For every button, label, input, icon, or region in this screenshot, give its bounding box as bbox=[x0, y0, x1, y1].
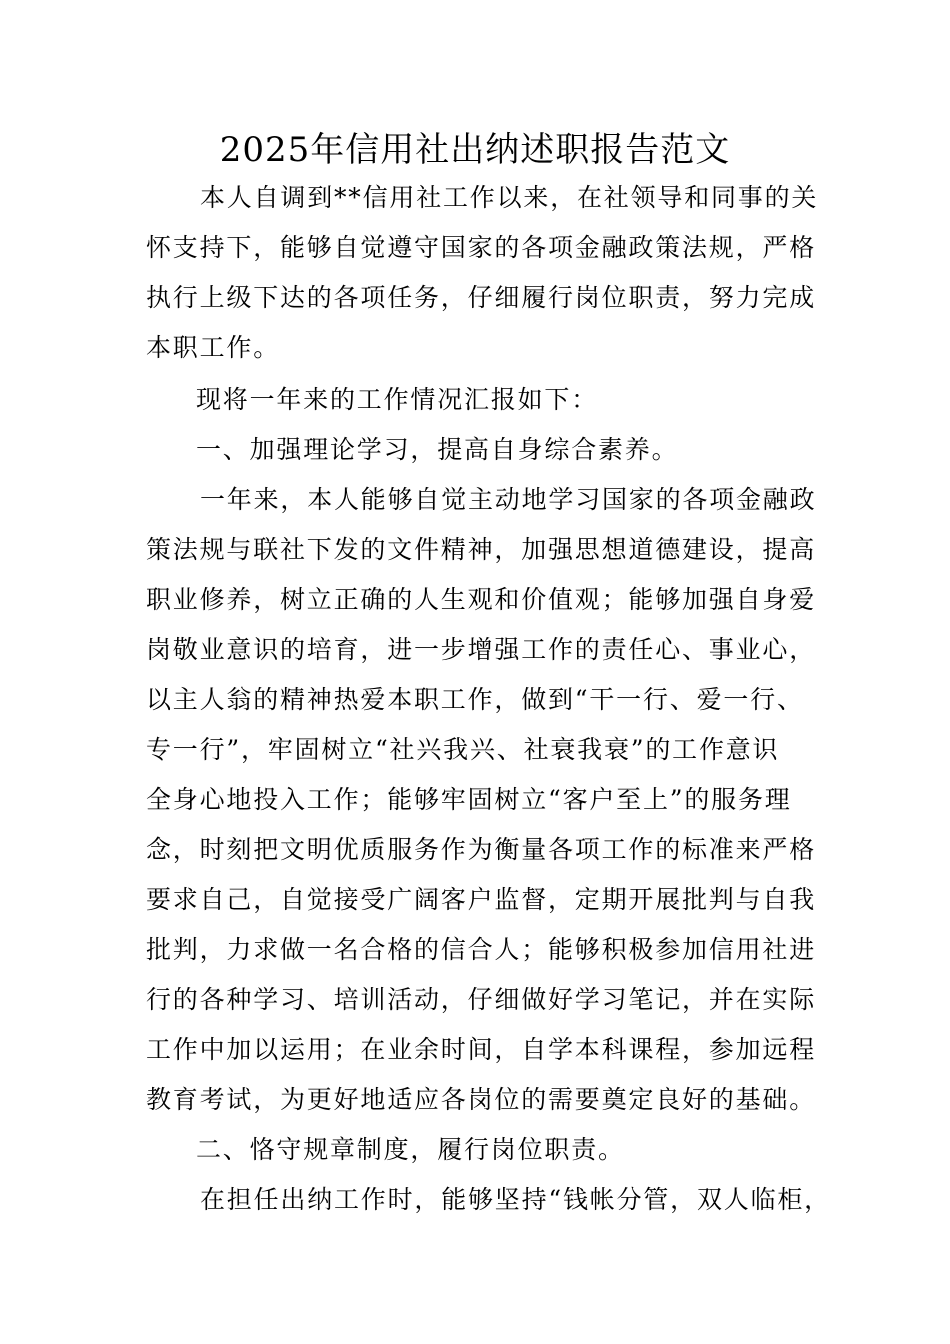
section-heading: 一、加强理论学习，提高自身综合素养。 bbox=[196, 435, 679, 464]
paragraph-line: 一年来，本人能够自觉主动地学习国家的各项金融政 bbox=[200, 485, 817, 514]
paragraph-line: 执行上级下达的各项任务，仔细履行岗位职责，努力完成 bbox=[146, 283, 817, 312]
document-title: 2025年信用社出纳述职报告范文 bbox=[219, 130, 731, 170]
paragraph-line: 念，时刻把文明优质服务作为衡量各项工作的标准来严格 bbox=[146, 835, 817, 864]
paragraph-line: 现将一年来的工作情况汇报如下： bbox=[196, 385, 599, 414]
paragraph-line: 怀支持下，能够自觉遵守国家的各项金融政策法规，严格 bbox=[146, 233, 817, 262]
paragraph-line: 本职工作。 bbox=[146, 333, 281, 362]
paragraph-line: 策法规与联社下发的文件精神，加强思想道德建设，提高 bbox=[146, 535, 817, 564]
section-heading: 二、恪守规章制度，履行岗位职责。 bbox=[196, 1135, 625, 1164]
paragraph-line: 批判，力求做一名合格的信合人；能够积极参加信用社进 bbox=[146, 935, 817, 964]
paragraph-line: 职业修养，树立正确的人生观和价值观；能够加强自身爱 bbox=[146, 585, 817, 614]
paragraph-line: 专一行”，牢固树立“社兴我兴、社衰我衰”的工作意识 bbox=[146, 735, 780, 764]
paragraph-line: 教育考试，为更好地适应各岗位的需要奠定良好的基础。 bbox=[146, 1085, 817, 1114]
paragraph-line: 要求自己，自觉接受广阔客户监督，定期开展批判与自我 bbox=[146, 885, 817, 914]
paragraph-line: 本人自调到**信用社工作以来，在社领导和同事的关 bbox=[200, 183, 819, 212]
paragraph-line: 行的各种学习、培训活动，仔细做好学习笔记，并在实际 bbox=[146, 985, 817, 1014]
paragraph-line: 岗敬业意识的培育，进一步增强工作的责任心、事业心， bbox=[146, 635, 817, 664]
paragraph-line: 在担任出纳工作时，能够坚持“钱帐分管，双人临柜， bbox=[200, 1185, 831, 1214]
paragraph-line: 全身心地投入工作；能够牢固树立“客户至上”的服务理 bbox=[146, 785, 792, 814]
paragraph-line: 以主人翁的精神热爱本职工作，做到“干一行、爱一行、 bbox=[146, 685, 804, 714]
paragraph-line: 工作中加以运用；在业余时间，自学本科课程，参加远程 bbox=[146, 1035, 817, 1064]
